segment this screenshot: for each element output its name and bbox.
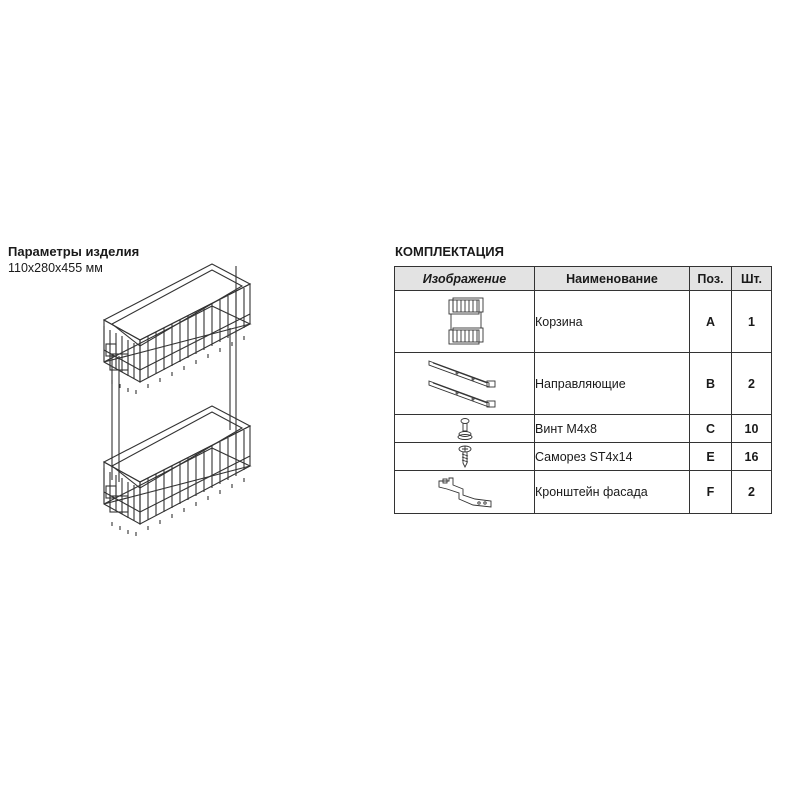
row-name: Винт М4х8 <box>535 415 690 443</box>
table-row <box>395 443 772 471</box>
row-pos: B <box>690 353 732 415</box>
row-name: Направляющие <box>535 353 690 415</box>
row-pos: A <box>690 291 732 353</box>
table-row <box>395 415 772 443</box>
row-name: Кронштейн фасада <box>535 471 690 514</box>
row-name: Корзина <box>535 291 690 353</box>
row-image <box>395 415 535 443</box>
table-row <box>395 471 772 514</box>
params-size: 110x280x455 мм <box>8 261 103 275</box>
basket-icon <box>443 296 487 348</box>
screw-icon <box>457 445 473 469</box>
row-name: Саморез ST4х14 <box>535 443 690 471</box>
row-pos: E <box>690 443 732 471</box>
row-qty: 2 <box>732 471 772 514</box>
row-image <box>395 291 535 353</box>
row-qty: 16 <box>732 443 772 471</box>
row-image <box>395 471 535 514</box>
header-name: Наименование <box>535 267 690 291</box>
row-qty: 1 <box>732 291 772 353</box>
bolt-icon <box>457 417 473 441</box>
row-pos: F <box>690 471 732 514</box>
header-qty: Шт. <box>732 267 772 291</box>
row-qty: 10 <box>732 415 772 443</box>
table-row <box>395 353 772 415</box>
row-image <box>395 443 535 471</box>
params-title: Параметры изделия <box>8 244 140 259</box>
row-image <box>395 353 535 415</box>
row-qty: 2 <box>732 353 772 415</box>
kit-title: КОМПЛЕКТАЦИЯ <box>395 244 504 259</box>
row-pos: C <box>690 415 732 443</box>
lower-basket <box>104 406 250 536</box>
header-pos: Поз. <box>690 267 732 291</box>
kit-table <box>394 266 772 514</box>
rails-icon <box>427 357 503 411</box>
basket-drawing <box>92 258 270 540</box>
table-row <box>395 291 772 353</box>
table-header-row <box>395 267 772 291</box>
header-image: Изображение <box>395 267 535 291</box>
bracket-icon <box>435 475 495 509</box>
upper-basket <box>104 264 250 394</box>
